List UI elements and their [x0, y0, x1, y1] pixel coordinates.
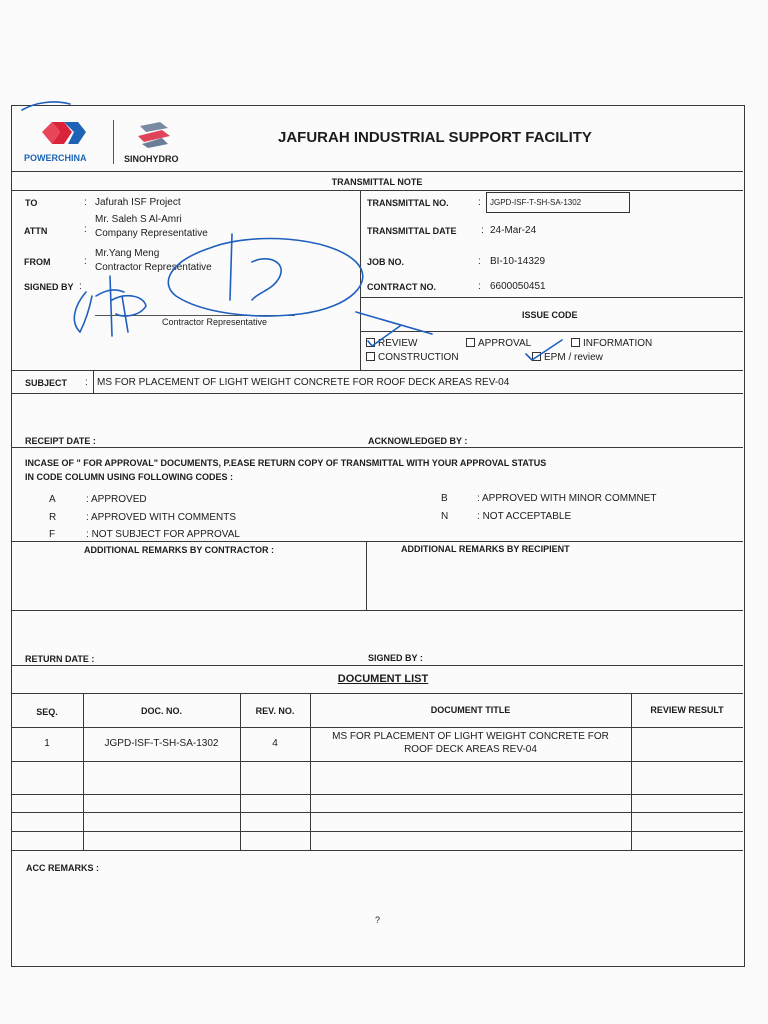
issue-review-label: REVIEW [378, 338, 418, 349]
rule [93, 370, 94, 393]
subject-colon: : [85, 377, 88, 388]
code-text: : APPROVED WITH COMMENTS [86, 512, 237, 523]
issue-approval-option[interactable] [466, 338, 531, 350]
rule [360, 297, 743, 298]
issue-epm-label: EPM / review [544, 352, 603, 363]
instructions-line2: IN CODE COLUMN USING FOLLOWING CODES : [25, 472, 233, 482]
rule [631, 693, 632, 850]
code-text: : NOT SUBJECT FOR APPROVAL [86, 529, 240, 540]
code-text: : APPROVED WITH MINOR COMMNET [477, 493, 657, 504]
contract-no-colon: : [478, 281, 481, 292]
rule [11, 541, 743, 542]
code-letter: B [441, 493, 448, 504]
code-letter: F [49, 529, 56, 540]
signed-by-label: SIGNED BY [24, 282, 74, 292]
document-title: JAFURAH INDUSTRIAL SUPPORT FACILITY [278, 129, 592, 146]
rule [366, 541, 367, 610]
checkbox-icon[interactable] [366, 338, 375, 347]
row-doc-no: JGPD-ISF-T-SH-SA-1302 [104, 738, 219, 749]
rule [11, 831, 743, 832]
sinohydro-logo [132, 118, 176, 150]
from-label: FROM [24, 257, 51, 267]
rule [11, 171, 743, 172]
instructions-line1: INCASE OF " FOR APPROVAL" DOCUMENTS, P.EASE RETURN COPY OF TRANSMITTAL WITH YOUR APPROVAL STATUS [25, 458, 547, 468]
signature-caption: Contractor Representative [162, 317, 268, 327]
issue-review-option[interactable] [366, 338, 417, 350]
transmittal-no-colon: : [478, 197, 481, 208]
remarks-contractor-label: ADDITIONAL REMARKS BY CONTRACTOR : [84, 545, 275, 555]
row-rev-no: 4 [272, 738, 278, 749]
powerchina-logo [38, 118, 98, 148]
checkbox-icon[interactable] [466, 338, 475, 347]
code-description: NOT SUBJECT FOR APPROVAL [91, 529, 240, 540]
row-title-line2: ROOF DECK AREAS REV-04 [404, 744, 537, 755]
return-signed-by-label: SIGNED BY : [368, 653, 423, 663]
from-name: Mr.Yang Meng [95, 248, 160, 259]
col-rev-no-header: REV. NO. [255, 706, 295, 716]
code-description: NOT ACCEPTABLE [482, 511, 572, 522]
rule [11, 812, 743, 813]
code-text: : APPROVED [86, 494, 147, 505]
issue-approval-label: APPROVAL [478, 338, 532, 349]
rule [11, 610, 743, 611]
rule [360, 190, 361, 370]
col-result-header: REVIEW RESULT [650, 705, 724, 715]
sinohydro-logo-icon [132, 118, 176, 150]
job-no-value: BI-10-14329 [490, 256, 546, 267]
rule [11, 850, 743, 851]
code-letter: R [49, 512, 57, 523]
powerchina-logo-icon [38, 118, 98, 148]
issue-construction-label: CONSTRUCTION [378, 352, 459, 363]
rule [11, 794, 743, 795]
code-description: APPROVED [91, 494, 147, 505]
col-doc-no-header: DOC. NO. [140, 706, 182, 716]
col-title-header: DOCUMENT TITLE [430, 705, 511, 715]
document-list-title: DOCUMENT LIST [337, 673, 429, 685]
rule [310, 693, 311, 850]
code-letter: A [49, 494, 56, 505]
subject-label: SUBJECT [25, 378, 68, 388]
logo-divider [113, 120, 114, 164]
job-no-label: JOB NO. [367, 257, 405, 267]
to-value: Jafurah ISF Project [95, 197, 181, 208]
rule [11, 727, 743, 728]
rule [11, 761, 743, 762]
code-description: APPROVED WITH MINOR COMMNET [482, 493, 657, 504]
attn-colon: : [84, 224, 87, 235]
row-seq: 1 [44, 738, 50, 749]
rule [11, 370, 743, 371]
rule [11, 190, 743, 191]
checkbox-icon[interactable] [366, 352, 375, 361]
issue-code-label: ISSUE CODE [522, 310, 578, 320]
to-label: TO [25, 198, 38, 208]
remarks-recipient-label: ADDITIONAL REMARKS BY RECIPIENT [401, 544, 570, 554]
signed-by-colon: : [79, 281, 82, 292]
transmittal-no-label: TRANSMITTAL NO. [367, 198, 449, 208]
receipt-date-label: RECEIPT DATE : [25, 436, 96, 446]
powerchina-logo-text: POWERCHINA [24, 153, 87, 163]
acknowledged-by-label: ACKNOWLEDGED BY : [368, 436, 468, 446]
issue-information-label: INFORMATION [583, 338, 653, 349]
checkbox-icon[interactable] [532, 352, 541, 361]
to-colon: : [84, 197, 87, 208]
col-seq-header: SEQ. [36, 707, 58, 717]
issue-epm-option[interactable] [532, 352, 603, 364]
transmittal-date-label: TRANSMITTAL DATE [367, 226, 457, 236]
transmittal-no-value: JGPD-ISF-T-SH-SA-1302 [490, 198, 582, 207]
contract-no-value: 6600050451 [490, 281, 546, 292]
attn-role: Company Representative [95, 228, 208, 239]
code-text: : NOT ACCEPTABLE [477, 511, 572, 522]
acc-remarks-label: ACC REMARKS : [26, 863, 99, 873]
rule [11, 693, 743, 694]
transmittal-note-heading: TRANSMITTAL NOTE [331, 177, 423, 187]
from-role: Contractor Representative [95, 262, 212, 273]
contract-no-label: CONTRACT NO. [367, 282, 436, 292]
transmittal-date-value: 24-Mar-24 [490, 225, 537, 236]
code-letter: N [441, 511, 449, 522]
rule [11, 447, 743, 448]
acc-remarks-mark: ? [375, 915, 381, 925]
sinohydro-logo-text: SINOHYDRO [124, 154, 179, 164]
checkbox-icon[interactable] [571, 338, 580, 347]
job-no-colon: : [478, 256, 481, 267]
issue-construction-option[interactable] [366, 352, 459, 364]
return-date-label: RETURN DATE : [25, 654, 95, 664]
rule [360, 331, 743, 332]
row-title-line1: MS FOR PLACEMENT OF LIGHT WEIGHT CONCRETE FOR [332, 731, 609, 742]
rule [11, 665, 743, 666]
code-description: APPROVED WITH COMMENTS [91, 512, 237, 523]
subject-value: MS FOR PLACEMENT OF LIGHT WEIGHT CONCRETE FOR ROOF DECK AREAS REV-04 [97, 377, 510, 388]
attn-name: Mr. Saleh S Al-Amri [95, 214, 182, 225]
rule [11, 393, 743, 394]
attn-label: ATTN [24, 226, 48, 236]
from-colon: : [84, 256, 87, 267]
issue-information-option[interactable] [571, 338, 652, 350]
transmittal-date-colon: : [481, 225, 484, 236]
